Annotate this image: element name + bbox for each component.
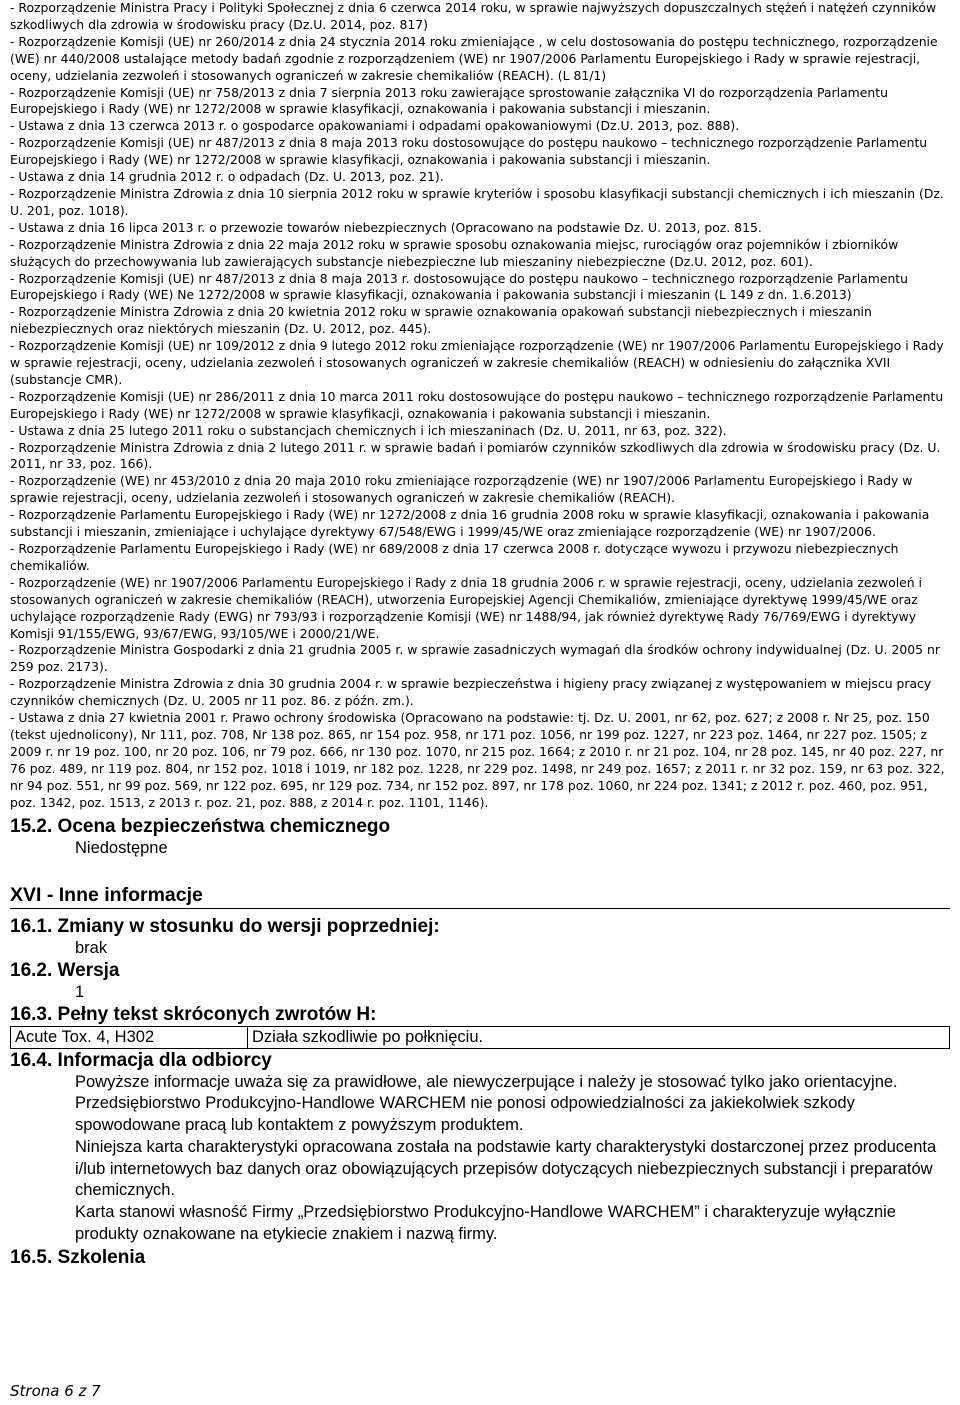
info-paragraph: Karta stanowi własność Firmy „Przedsiębiorstwo Produkcyjno-Handlowe WARCHEM” i charakteryzuje wyłącznie produkty oznakowane na etykiecie znakiem i nazwą firmy.	[75, 1203, 896, 1244]
regulation-item: - Rozporządzenie (WE) nr 453/2010 z dnia 20 maja 2010 roku zmieniające rozporządzenie (WE) nr 1907/2006 Parlamentu Europejskiego i Rady w sprawie rejestracji, oceny, udzielania zezwoleń i stosowanych ograniczeń w zakresie chemikaliów (REACH).	[10, 473, 913, 506]
regulation-item: - Rozporządzenie Komisji (UE) nr 487/2013 z dnia 8 maja 2013 r. dostosowujące do postępu naukowo – technicznego rozporządzenie Parlamentu Europejskiego i Rady (WE) Ne 1272/2008 w sprawie klasyfikacji, oznakowania i pakowania substancji i mieszanin (L 149 z dn. 1.6.2013)	[10, 270, 909, 303]
regulation-item: - Rozporządzenie Komisji (UE) nr 758/2013 z dnia 7 sierpnia 2013 roku zawierające sprostowanie załącznika VI do rozporządzenia Parlamentu Europejskiego i Rady (WE) nr 1272/2008 w sprawie klasyfikacji, oznakowania i pakowania substancji i mieszanin.	[10, 84, 888, 117]
regulation-item: - Ustawa z dnia 25 lutego 2011 roku o substancjach chemicznych i ich mieszaninach (Dz. U. 2011, nr 63, poz. 322).	[10, 422, 727, 438]
table-row	[11, 1026, 950, 1048]
section-16-heading: XVI - Inne informacje	[10, 883, 950, 909]
info-paragraph: Powyższe informacje uważa się za prawidłowe, ale niewyczerpujące i należy je stosować tylko jako orientacyjne. Przedsiębiorstwo Produkcyjno-Handlowe WARCHEM nie ponosi odpowiedzialności za jakiekolwiek szkody spowodowane pracą lub kontaktem z powyższym produktem.	[75, 1072, 898, 1135]
regulation-item: - Rozporządzenie Komisji (UE) nr 260/2014 z dnia 24 stycznia 2014 roku zmieniające , w celu dostosowania do postępu technicznego, rozporządzenie (WE) nr 440/2008 ustalające metody badań zgodnie z rozporządzeniem (WE) nr 1907/2006 Parlamentu Europejskiego i Rady w sprawie rejestracji, oceny, udzielania zezwoleń i stosowanych ograniczeń w zakresie chemikaliów (REACH). (L 81/1)	[10, 33, 938, 83]
section-16-3-heading: 16.3. Pełny tekst skróconych zwrotów H:	[10, 1003, 377, 1025]
regulation-item: - Ustawa z dnia 27 kwietnia 2001 r. Prawo ochrony środowiska (Opracowano na podstawie: tj. Dz. U. 2001, nr 62, poz. 627; z 2008 r. Nr 25, poz. 150 (tekst ujednolicony), Nr 111, poz. 708, Nr 138 poz. 865, nr 154 poz. 958, nr 171 poz. 1056, nr 199 poz. 1227, nr 223 poz. 1464, nr 227 poz. 1505; z 2009 r. nr 19 poz. 100, nr 20 poz. 106, nr 79 poz. 666, nr 130 poz. 1070, nr 215 poz. 1664; z 2010 r. nr 21 poz. 104, nr 28 poz. 145, nr 40 poz. 227, nr 76 poz. 489, nr 119 poz. 804, nr 152 poz. 1018 i 1019, nr 182 poz. 1228, nr 229 poz. 1498, nr 249 poz. 1657; z 2011 r. nr 32 poz. 159, nr 63 poz. 322, nr 94 poz. 551, nr 99 poz. 569, nr 122 poz. 695, nr 129 poz. 734, nr 152 poz. 897, nr 178 poz. 1060, nr 224 poz. 1341; z 2012 r. poz. 460, poz. 951, poz. 1342, poz. 1513, z 2013 r. poz. 21, poz. 888, z 2014 r. poz. 1101, 1146).	[10, 710, 945, 810]
regulation-item: - Ustawa z dnia 13 czerwca 2013 r. o gospodarce opakowaniami i odpadami opakowaniowymi (Dz.U. 2013, poz. 888).	[10, 118, 740, 134]
regulation-item: - Ustawa z dnia 16 lipca 2013 r. o przewozie towarów niebezpiecznych (Opracowano na podstawie Dz. U. 2013, poz. 815.	[10, 219, 762, 235]
regulation-item: - Rozporządzenie Ministra Zdrowia z dnia 2 lutego 2011 r. w sprawie badań i pomiarów czynników szkodliwych dla zdrowia w środowisku pracy (Dz. U. 2011, nr 33, poz. 166).	[10, 439, 941, 472]
section-16-4-heading: 16.4. Informacja dla odbiorcy	[10, 1049, 272, 1071]
section-16-5-heading: 16.5. Szkolenia	[10, 1246, 146, 1268]
section-15-2-heading: 15.2. Ocena bezpieczeństwa chemicznego	[10, 815, 391, 837]
regulation-item: - Ustawa z dnia 14 grudnia 2012 r. o odpadach (Dz. U. 2013, poz. 21).	[10, 169, 444, 185]
section-15-2-text: Niedostępne	[75, 838, 168, 857]
document-page	[10, 0, 950, 1269]
h-phrases-table	[10, 1026, 950, 1049]
info-paragraph: Niniejsza karta charakterystyki opracowana została na podstawie karty charakterystyki dostarczonej przez producenta i/lub internetowych baz danych oraz obowiązujących przepisów dotyczących niebezpiecznych substancji i preparatów chemicznych.	[75, 1137, 937, 1200]
h-phrase-code: Acute Tox. 4, H302	[11, 1026, 248, 1048]
regulation-item: - Rozporządzenie Ministra Pracy i Polityki Społecznej z dnia 6 czerwca 2014 roku, w sprawie najwyższych dopuszczalnych stężeń i natężeń czynników szkodliwych dla zdrowia w środowisku pracy (Dz.U. 2014, poz. 817)	[10, 0, 937, 32]
section-16-2-heading: 16.2. Wersja	[10, 959, 120, 981]
regulation-item: - Rozporządzenie Komisji (UE) nr 286/2011 z dnia 10 marca 2011 roku dostosowujące do postępu naukowo – technicznego rozporządzenie Parlamentu Europejskiego i Rady (WE) nr 1272/2008 w sprawie klasyfikacji, oznakowania i pakowania substancji i mieszanin.	[10, 388, 944, 421]
regulation-item: - Rozporządzenie Ministra Zdrowia z dnia 10 sierpnia 2012 roku w sprawie kryteriów i sposobu klasyfikacji substancji chemicznych i ich mieszanin (Dz. U. 201, poz. 1018).	[10, 185, 944, 218]
regulation-item: - Rozporządzenie Parlamentu Europejskiego i Rady (WE) nr 689/2008 z dnia 17 czerwca 2008 r. dotyczące wywozu i przywozu niebezpiecznych chemikaliów.	[10, 541, 899, 573]
regulation-item: - Rozporządzenie Ministra Gospodarki z dnia 21 grudnia 2005 r. w sprawie zasadniczych wymagań dla środków ochrony indywidualnej (Dz. U. 2005 nr 259 poz. 2173).	[10, 642, 940, 675]
regulations-list	[10, 0, 950, 812]
regulation-item: - Rozporządzenie Parlamentu Europejskiego i Rady (WE) nr 1272/2008 z dnia 16 grudnia 2008 roku w sprawie klasyfikacji, oznakowania i pakowania substancji i mieszanin, zmieniające i uchylające dyrektywy 67/548/EWG i 1999/45/WE oraz zmieniające rozporządzenie (WE) nr 1907/2006.	[10, 507, 930, 540]
section-16-2-text: 1	[75, 982, 85, 1001]
regulation-item: - Rozporządzenie (WE) nr 1907/2006 Parlamentu Europejskiego i Rady z dnia 18 grudnia 2006 r. w sprawie rejestracji, oceny, udzielania zezwoleń i stosowanych ograniczeń w zakresie chemikaliów (REACH), utworzenia Europejskiej Agencji Chemikaliów, zmieniające dyrektywę 1999/45/WE oraz uchylające rozporządzenie Rady (EWG) nr 793/93 i rozporządzenie Komisji (WE) nr 1488/94, jak również dyrektywę Rady 76/769/EWG i dyrektywy Komisji 91/155/EWG, 93/67/EWG, 93/105/WE i 2000/21/WE.	[10, 574, 922, 641]
section-16-1-text: brak	[75, 938, 108, 957]
recipient-info	[10, 1072, 950, 1246]
regulation-item: - Rozporządzenie Komisji (UE) nr 109/2012 z dnia 9 lutego 2012 roku zmieniające rozporządzenie (WE) nr 1907/2006 Parlamentu Europejskiego i Rady w sprawie rejestracji, oceny, udzielania zezwoleń i stosowanych ograniczeń w zakresie chemikaliów (REACH) w odniesieniu do załącznika XVII (substancje CMR).	[10, 338, 944, 387]
page-number: Strona 6 z 7	[10, 1382, 101, 1400]
regulation-item: - Rozporządzenie Komisji (UE) nr 487/2013 z dnia 8 maja 2013 roku dostosowujące do postępu naukowo – technicznego rozporządzenie Parlamentu Europejskiego i Rady (WE) nr 1272/2008 w sprawie klasyfikacji, oznakowania i pakowania substancji i mieszanin.	[10, 135, 928, 168]
regulation-item: - Rozporządzenie Ministra Zdrowia z dnia 30 grudnia 2004 r. w sprawie bezpieczeństwa i higieny pracy związanej z występowaniem w miejscu pracy czynników chemicznych (Dz. U. 2005 nr 11 poz. 86. z późn. zm.).	[10, 676, 932, 709]
regulation-item: - Rozporządzenie Ministra Zdrowia z dnia 20 kwietnia 2012 roku w sprawie oznakowania opakowań substancji niebezpiecznych i mieszanin niebezpiecznych oraz niektórych mieszanin (Dz. U. 2012, poz. 445).	[10, 304, 872, 337]
section-16-1-heading: 16.1. Zmiany w stosunku do wersji poprzedniej:	[10, 915, 440, 937]
h-phrase-text: Działa szkodliwie po połknięciu.	[248, 1026, 950, 1048]
regulation-item: - Rozporządzenie Ministra Zdrowia z dnia 22 maja 2012 roku w sprawie sposobu oznakowania miejsc, rurociągów oraz pojemników i zbiorników służących do przechowywania lub zawierających substancje niebezpieczne lub mieszaniny niebezpieczne (Dz.U. 2012, poz. 601).	[10, 236, 899, 269]
